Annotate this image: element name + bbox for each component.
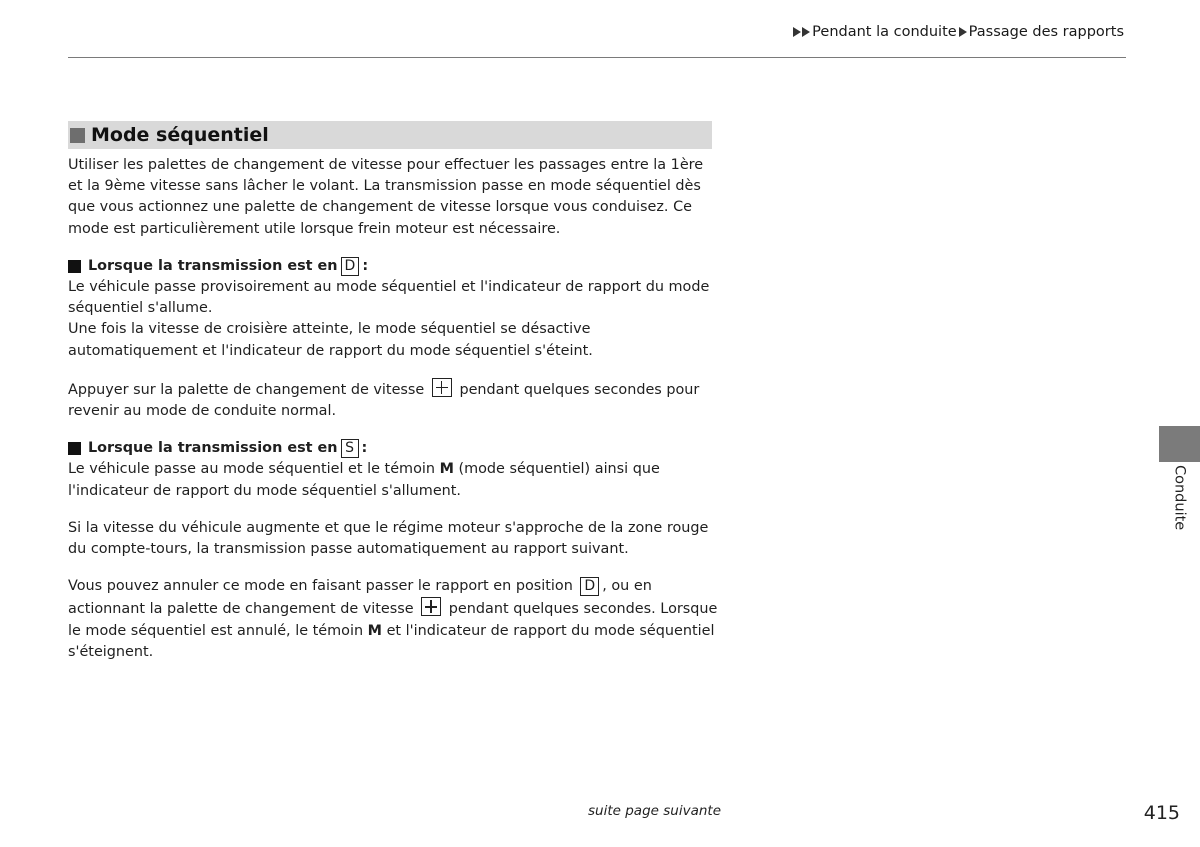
breadcrumb-item[interactable]: Passage des rapports <box>968 24 1124 40</box>
triangle-right-icon <box>959 27 967 37</box>
colon: : <box>361 440 368 457</box>
triangle-right-icon <box>802 27 810 37</box>
text: pendant quelques secondes. Lorsque le mode séquentiel est annulé, le témoin <box>68 601 718 639</box>
subheading-text: Lorsque la transmission est en <box>88 257 338 274</box>
chapter-tab-label: Conduite <box>1171 465 1188 531</box>
intro-paragraph: Utiliser les palettes de changement de vitesse pour effectuer les passages entre la 1ère et la 9ème vitesse sans lâcher le volant. La transmission passe en mode séquentiel dès que vous actionnez une palette de changement de vitesse lorsque vous conduisez. Ce mode est particulièrement utile lorsque frein moteur est nécessaire. <box>68 157 704 237</box>
triangle-right-icon <box>793 27 801 37</box>
section-title: Mode séquentiel <box>91 124 269 146</box>
text: Vous pouvez annuler ce mode en faisant passer le rapport en position <box>68 578 573 595</box>
square-icon <box>68 442 81 455</box>
paragraph <box>68 459 718 501</box>
gear-position-d: D <box>341 257 360 276</box>
page-number: 415 <box>1143 802 1180 824</box>
text: (mode séquentiel) ainsi que l'indicateur de rapport du mode séquentiel s'allument. <box>68 461 660 499</box>
colon: : <box>362 257 369 274</box>
gear-position-s: S <box>341 439 359 458</box>
breadcrumb <box>793 24 1126 40</box>
header-divider <box>68 57 1126 58</box>
text: Appuyer sur la palette de changement de vitesse <box>68 381 425 398</box>
text: , ou en actionnant la palette de changement de vitesse <box>68 578 652 618</box>
paragraph <box>68 378 718 422</box>
subheading-text: Lorsque la transmission est en <box>88 440 338 457</box>
breadcrumb-item[interactable]: Pendant la conduite <box>812 24 957 40</box>
section-body <box>68 155 718 679</box>
plus-box-icon <box>432 378 452 397</box>
chapter-tab[interactable] <box>1159 426 1200 462</box>
square-icon <box>68 260 81 273</box>
subheading-s <box>68 438 718 459</box>
text: Le véhicule passe au mode séquentiel et le témoin <box>68 461 435 478</box>
section-header <box>68 121 712 149</box>
subheading-d <box>68 256 718 277</box>
indicator-m: M <box>439 461 454 478</box>
square-icon <box>70 128 85 143</box>
paragraph: Une fois la vitesse de croisière atteinte, le mode séquentiel se désactive automatiquement et l'indicateur de rapport du mode séquentiel s'éteint. <box>68 321 593 359</box>
text: pendant quelques secondes pour revenir au mode de conduite normal. <box>68 381 700 420</box>
plus-box-icon <box>421 597 441 616</box>
text: et l'indicateur de rapport du mode séquentiel s'éteignent. <box>68 622 715 660</box>
indicator-m: M <box>367 622 382 639</box>
continued-note: suite page suivante <box>588 803 721 819</box>
paragraph: Si la vitesse du véhicule augmente et que le régime moteur s'approche de la zone rouge du compte-tours, la transmission passe automatiquement au rapport suivant. <box>68 519 709 558</box>
paragraph <box>68 576 718 663</box>
paragraph: Le véhicule passe provisoirement au mode séquentiel et l'indicateur de rapport du mode séquentiel s'allume. <box>68 279 710 317</box>
gear-position-d: D <box>580 577 599 596</box>
